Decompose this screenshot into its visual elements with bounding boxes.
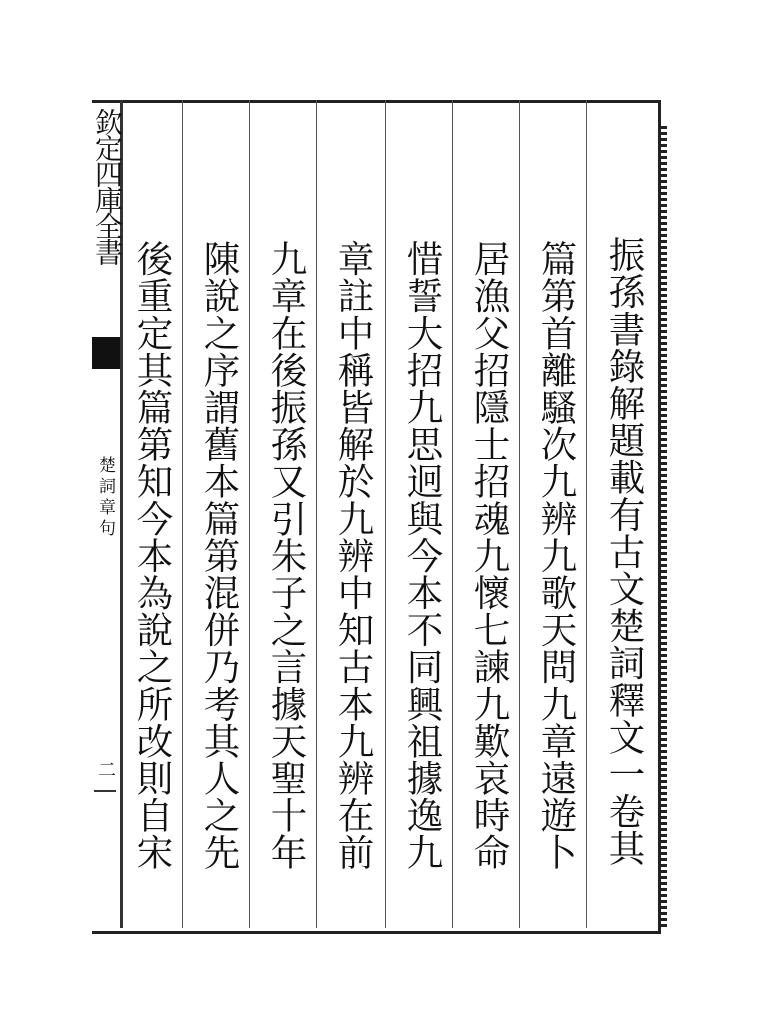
- page-number: 二: [95, 760, 116, 778]
- book-title: 楚詞章句: [95, 456, 115, 540]
- fishtail-mark: [92, 337, 120, 369]
- column-rule: [385, 100, 386, 928]
- text-column-5: 章註中稱皆解於九辨中知古本九辨在前: [332, 240, 375, 871]
- column-rule: [452, 100, 453, 928]
- text-column-4: 惜誓大招九思迥與今本不同興祖據逸九: [401, 240, 444, 871]
- collection-title: 欽定四庫全書: [91, 108, 124, 264]
- column-rule: [249, 100, 250, 928]
- column-rule: [182, 100, 183, 928]
- text-column-1: 振孫書錄解題載有古文楚詞釋文一卷其: [603, 236, 646, 867]
- column-rule: [519, 100, 520, 928]
- column-rule: [316, 100, 317, 928]
- column-rule: [586, 100, 587, 928]
- page-number-rule: [94, 790, 116, 792]
- text-column-8: 後重定其篇第知今本為說之所改則自宋: [131, 240, 174, 871]
- text-column-2: 篇第首離騷次九辨九歌天問九章遠遊卜: [535, 240, 578, 871]
- text-column-7: 陳說之序謂舊本篇第混併乃考其人之先: [198, 240, 241, 871]
- text-column-3: 居漁父招隱士招魂九懷七諫九歎哀時命: [468, 240, 511, 871]
- text-column-6: 九章在後振孫又引朱子之言據天聖十年: [265, 240, 308, 871]
- page-edge-texture: [661, 126, 667, 928]
